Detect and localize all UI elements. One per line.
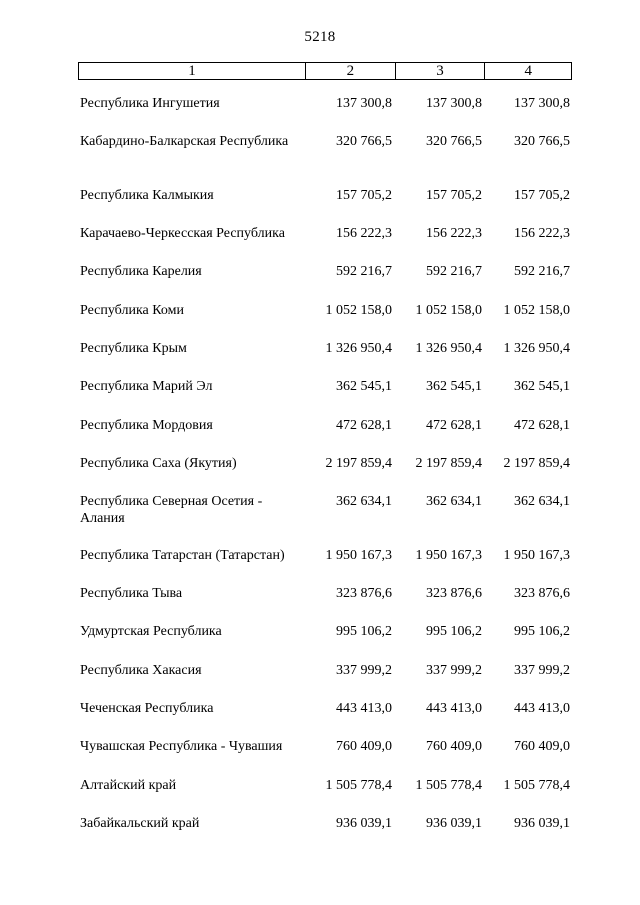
value-col-3: 323 876,6 [426,586,482,602]
value-col-3: 156 222,3 [426,226,482,242]
value-col-2: 472 628,1 [336,417,392,433]
value-col-4: 995 106,2 [514,624,570,640]
table-header [78,62,572,80]
value-col-3: 1 505 778,4 [415,777,482,793]
value-col-2: 156 222,3 [336,226,392,242]
value-col-2: 995 106,2 [336,624,392,640]
region-name: Республика Саха (Якутия) [80,455,237,471]
table-row [80,777,572,815]
table-row [80,493,572,547]
table-row [80,225,572,263]
region-name: Республика Карелия [80,264,202,280]
value-col-4: 137 300,8 [514,96,570,111]
value-col-4: 1 950 167,3 [503,547,570,563]
region-name: Кабардино-Балкарская Республика [80,134,289,150]
region-name: Республика Мордовия [80,417,213,433]
table-row [80,302,572,340]
region-name: Удмуртская Республика [80,624,222,640]
region-name: Республика Татарстан (Татарстан) [80,547,285,563]
value-col-4: 337 999,2 [514,662,570,678]
region-name: Республика Марий Эл [80,379,213,395]
value-col-4: 157 705,2 [514,187,570,203]
value-col-2: 443 413,0 [336,701,392,717]
table-row [80,263,572,301]
value-col-2: 936 039,1 [336,815,392,831]
table-row [80,378,572,416]
column-header-1: 1 [79,63,306,79]
value-col-3: 472 628,1 [426,417,482,433]
value-col-3: 760 409,0 [426,739,482,755]
table-row [80,455,572,493]
table-row [80,133,572,187]
value-col-3: 337 999,2 [426,662,482,678]
region-name: Забайкальский край [80,815,200,831]
value-col-2: 320 766,5 [336,134,392,150]
value-col-4: 1 326 950,4 [503,341,570,357]
table-row [80,815,572,853]
value-col-4: 156 222,3 [514,226,570,242]
value-col-2: 362 545,1 [336,379,392,395]
column-header-2: 2 [306,63,396,79]
value-col-3: 936 039,1 [426,815,482,831]
value-col-4: 592 216,7 [514,264,570,280]
value-col-4: 760 409,0 [514,739,570,755]
value-col-2: 760 409,0 [336,739,392,755]
region-name: Чеченская Республика [80,701,214,717]
value-col-3: 443 413,0 [426,701,482,717]
page-number: 5218 [304,29,336,45]
value-col-2: 1 052 158,0 [325,302,392,318]
value-col-4: 472 628,1 [514,417,570,433]
table-row [80,662,572,700]
table-row [80,700,572,738]
value-col-3: 362 545,1 [426,379,482,395]
region-name: Чувашская Республика - Чувашия [80,739,283,755]
region-name: Республика Коми [80,302,184,318]
table-row [80,623,572,661]
value-col-3: 1 326 950,4 [415,341,482,357]
value-col-2: 323 876,6 [336,586,392,602]
value-col-3: 1 950 167,3 [415,547,482,563]
table-row [80,585,572,623]
value-col-4: 362 545,1 [514,379,570,395]
table-row [80,95,572,133]
value-col-4: 1 052 158,0 [503,302,570,318]
value-col-2: 592 216,7 [336,264,392,280]
region-name: Карачаево-Черкесская Республика [80,226,285,242]
value-col-3: 320 766,5 [426,134,482,150]
table-row [80,738,572,776]
value-col-2: 362 634,1 [336,494,392,510]
table-row [80,417,572,455]
value-col-4: 2 197 859,4 [503,455,570,471]
value-col-3: 362 634,1 [426,494,482,510]
region-name: Республика Северная Осетия - Алания [80,494,263,527]
region-name: Республика Крым [80,341,187,357]
value-col-2: 2 197 859,4 [325,455,392,471]
value-col-3: 1 052 158,0 [415,302,482,318]
table-row [80,340,572,378]
table-body [80,95,572,853]
region-name: Республика Тыва [80,586,183,602]
value-col-3: 592 216,7 [426,264,482,280]
value-col-2: 1 505 778,4 [325,777,392,793]
column-header-4: 4 [524,63,532,79]
region-name: Республика Ингушетия [80,96,220,111]
region-name: Алтайский край [80,777,177,793]
value-col-4: 362 634,1 [514,494,570,510]
value-col-2: 157 705,2 [336,187,392,203]
column-header-3: 3 [396,63,486,79]
value-col-2: 1 326 950,4 [325,341,392,357]
value-col-4: 320 766,5 [514,134,570,150]
region-name: Республика Калмыкия [80,187,214,203]
value-col-2: 337 999,2 [336,662,392,678]
value-col-2: 137 300,8 [336,96,392,111]
value-col-4: 1 505 778,4 [503,777,570,793]
value-col-3: 137 300,8 [426,96,482,111]
region-name: Республика Хакасия [80,662,202,678]
value-col-4: 443 413,0 [514,701,570,717]
value-col-2: 1 950 167,3 [325,547,392,563]
value-col-3: 2 197 859,4 [415,455,482,471]
table-row [80,187,572,225]
table-row [80,547,572,585]
value-col-4: 936 039,1 [514,815,570,831]
value-col-3: 995 106,2 [426,624,482,640]
value-col-3: 157 705,2 [426,187,482,203]
value-col-4: 323 876,6 [514,586,570,602]
